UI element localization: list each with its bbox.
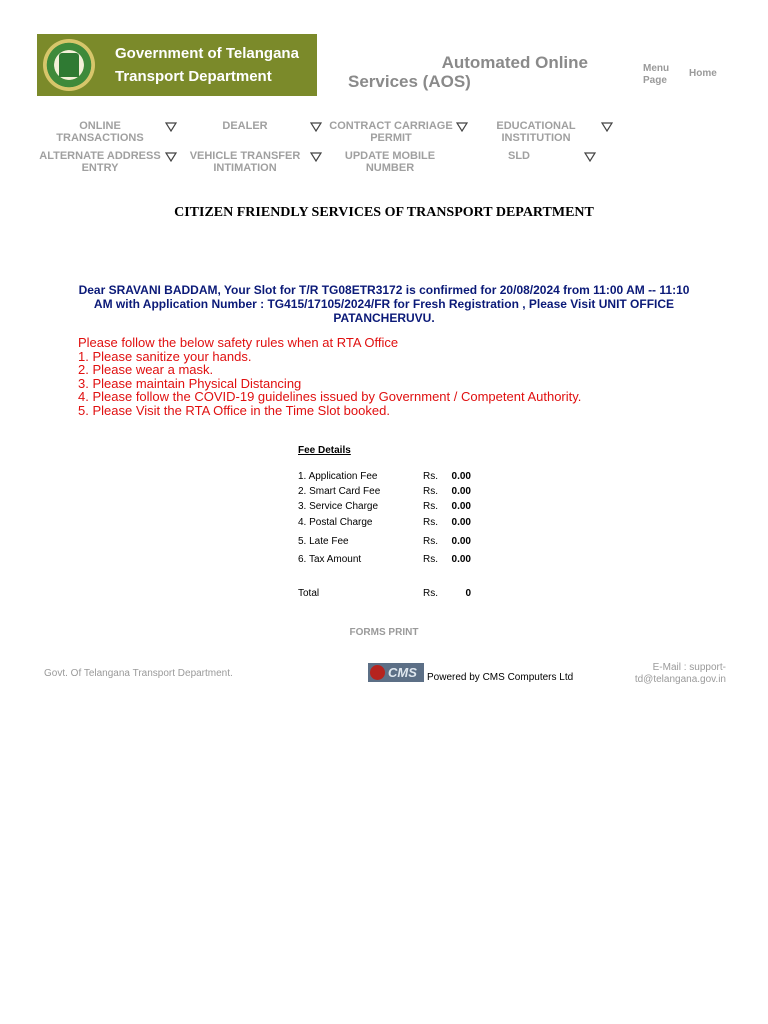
fee-currency: Rs.: [423, 486, 438, 497]
aos-title-line-1: Automated Online: [441, 53, 588, 72]
fee-label: 6. Tax Amount: [298, 554, 362, 565]
nav-dealer[interactable]: DEALER: [222, 120, 268, 132]
safety-rule-item: 1. Please sanitize your hands.: [78, 348, 252, 364]
fee-row-postal-charge: [298, 517, 478, 531]
nav-alternate-address-entry[interactable]: ALTERNATE ADDRESS ENTRY: [39, 150, 161, 174]
page-title: CITIZEN FRIENDLY SERVICES OF TRANSPORT DEPARTMENT: [174, 205, 594, 220]
fee-amount: 0.00: [451, 536, 471, 547]
fee-row-service-charge: [298, 501, 478, 515]
telangana-emblem-icon: [43, 39, 95, 91]
fee-amount: 0.00: [451, 554, 471, 565]
support-email[interactable]: E-Mail : support-td@telangana.gov.in: [634, 662, 726, 685]
fee-row-tax-amount: [298, 554, 478, 568]
nav-update-mobile-number[interactable]: UPDATE MOBILE NUMBER: [344, 150, 436, 174]
fee-total-amount: 0: [465, 588, 471, 599]
safety-rules-heading: Please follow the below safety rules when at RTA Office: [78, 335, 399, 350]
fee-label: 4. Postal Charge: [298, 517, 373, 528]
nav-online-transactions[interactable]: ONLINE TRANSACTIONS: [56, 120, 144, 144]
fee-currency: Rs.: [423, 501, 438, 512]
fee-currency: Rs.: [423, 588, 438, 599]
nav-vehicle-transfer-dropdown-icon[interactable]: [310, 152, 322, 162]
fee-row-late-fee: [298, 536, 478, 550]
aos-title: [348, 53, 598, 91]
footer-copyright: Govt. Of Telangana Transport Department.: [44, 668, 233, 679]
fee-amount: 0.00: [451, 517, 471, 528]
powered-by-text: Powered by CMS Computers Ltd: [427, 672, 574, 683]
nav-vehicle-transfer-intimation[interactable]: VEHICLE TRANSFER INTIMATION: [189, 150, 301, 174]
fee-currency: Rs.: [423, 554, 438, 565]
forms-print-link[interactable]: FORMS PRINT: [349, 627, 419, 638]
nav-educational-institution-dropdown-icon[interactable]: [601, 122, 613, 132]
fee-currency: Rs.: [423, 536, 438, 547]
safety-rule-item: 3. Please maintain Physical Distancing: [78, 375, 302, 391]
banner-government-text: Government of Telangana: [115, 45, 299, 62]
menu-page-link[interactable]: Menu Page: [643, 63, 670, 86]
nav-educational-institution[interactable]: EDUCATIONAL INSTITUTION: [496, 120, 576, 144]
cms-logo-text: CMS: [388, 665, 417, 680]
fee-label: 1. Application Fee: [298, 471, 378, 482]
fee-amount: 0.00: [451, 471, 471, 482]
cms-logo-icon: [368, 663, 424, 682]
safety-rules: [78, 336, 698, 417]
cms-logo-circle-icon: [370, 665, 385, 680]
nav-sld-dropdown-icon[interactable]: [584, 152, 596, 162]
nav-dealer-dropdown-icon[interactable]: [310, 122, 322, 132]
nav-online-transactions-dropdown-icon[interactable]: [165, 122, 177, 132]
nav-alternate-address-dropdown-icon[interactable]: [165, 152, 177, 162]
fee-label: 2. Smart Card Fee: [298, 486, 381, 497]
fee-row-total: [298, 588, 478, 602]
nav-contract-carriage-dropdown-icon[interactable]: [456, 122, 468, 132]
aos-title-line-2: Services (AOS): [348, 72, 471, 91]
safety-rule-item: 2. Please wear a mask.: [78, 362, 214, 377]
safety-rule-item: 4. Please follow the COVID-19 guidelines issued by Government / Competent Authority.: [78, 389, 582, 404]
logo-banner: [37, 34, 317, 96]
fee-amount: 0.00: [451, 501, 471, 512]
slot-confirmation-message: Dear SRAVANI BADDAM, Your Slot for T/R TG08ETR3172 is confirmed for 20/08/2024 from 11:00 AM -- 11:10 AM with Application Number : TG415/17105/2024/FR for Fresh Registration , Please Visit UNIT OFFICE PATANCHERUVU.: [78, 283, 690, 325]
nav-sld[interactable]: SLD: [508, 150, 530, 162]
fee-row-application: [298, 471, 478, 485]
fee-amount: 0.00: [451, 486, 471, 497]
fee-label: 3. Service Charge: [298, 501, 379, 512]
fee-currency: Rs.: [423, 471, 438, 482]
banner-department-text: Transport Department: [115, 68, 272, 85]
fee-row-smart-card: [298, 486, 478, 500]
safety-rule-item: 5. Please Visit the RTA Office in the Time Slot booked.: [78, 402, 390, 418]
home-link[interactable]: Home: [689, 68, 717, 79]
fee-label: 5. Late Fee: [298, 536, 349, 547]
fee-total-label: Total: [298, 588, 320, 599]
nav-contract-carriage-permit[interactable]: CONTRACT CARRIAGE PERMIT: [329, 120, 453, 144]
fee-currency: Rs.: [423, 517, 438, 528]
fee-details-heading: Fee Details: [298, 445, 351, 456]
